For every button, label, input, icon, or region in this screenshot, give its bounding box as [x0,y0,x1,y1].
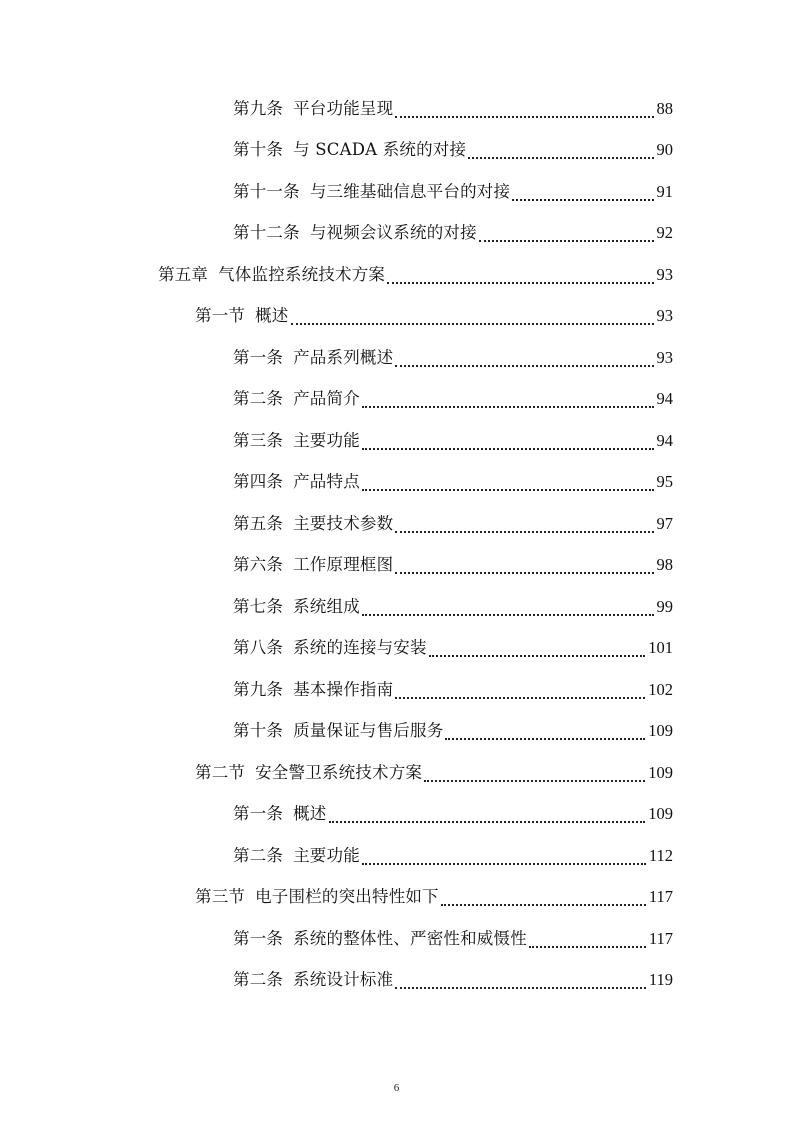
toc-entry-article[interactable] [0,960,793,1002]
toc-entry-title: 工作原理框图 [293,555,394,575]
dot-leader [329,817,646,823]
toc-entry-title: 安全警卫系统技术方案 [255,762,423,782]
toc-entry-article[interactable] [0,794,793,836]
toc-entry-number: 第十二条 [233,223,300,243]
toc-entry-section[interactable] [0,752,793,794]
toc-entry-number: 第三条 [233,430,284,450]
dot-leader [362,444,654,450]
toc-entry-number: 第九条 [233,679,284,699]
toc-entry-title: 主要技术参数 [293,513,394,533]
toc-entry-number: 第三节 [195,887,246,907]
toc-entry-number: 第一条 [233,347,284,367]
dot-leader [395,568,653,574]
toc-entry-label [195,305,289,327]
dot-leader [395,693,645,699]
toc-entry-page: 102 [648,679,673,699]
toc-entry-label [233,347,393,369]
toc-entry-title: 与视频会议系统的对接 [309,223,477,243]
toc-entry-number: 第二节 [195,762,246,782]
toc-entry-number: 第十条 [233,721,284,741]
dot-leader [445,734,645,740]
dot-leader [395,983,646,989]
toc-entry-article[interactable] [0,918,793,960]
table-of-contents [0,88,793,1001]
toc-entry-article[interactable] [0,503,793,545]
toc-entry-label [195,762,422,784]
toc-entry-number: 第五章 [158,264,209,284]
toc-entry-number: 第二条 [233,970,284,990]
toc-entry-title: 系统设计标准 [293,970,394,990]
toc-entry-label [233,430,360,452]
dot-leader [362,485,654,491]
toc-entry-section[interactable] [0,296,793,338]
toc-entry-article[interactable] [0,213,793,255]
dot-leader [362,859,646,865]
toc-entry-label [233,969,393,991]
toc-entry-title: 与三维基础信息平台的对接 [309,181,511,201]
toc-entry-page: 119 [648,970,673,990]
toc-entry-article[interactable] [0,130,793,172]
toc-entry-article[interactable] [0,628,793,670]
toc-entry-article[interactable] [0,545,793,587]
toc-entry-title: 质量保证与售后服务 [293,721,444,741]
dot-leader [291,319,654,325]
toc-entry-page: 93 [656,264,673,284]
toc-entry-label [233,845,360,867]
toc-entry-page: 94 [656,389,673,409]
dot-leader [424,776,645,782]
toc-entry-number: 第十条 [233,140,284,160]
toc-entry-page: 90 [656,140,673,160]
toc-entry-page: 98 [656,555,673,575]
toc-entry-number: 第五条 [233,513,284,533]
toc-entry-article[interactable] [0,669,793,711]
toc-entry-page: 109 [648,762,673,782]
toc-entry-number: 第七条 [233,596,284,616]
dot-leader [529,942,646,948]
toc-entry-title: 主要功能 [293,430,360,450]
dot-leader [362,402,654,408]
toc-entry-title: 主要功能 [293,845,360,865]
toc-entry-number: 第四条 [233,472,284,492]
toc-entry-page: 93 [656,347,673,367]
toc-entry-page: 99 [656,596,673,616]
toc-entry-page: 93 [656,306,673,326]
toc-entry-page: 109 [648,721,673,741]
toc-entry-label [233,388,360,410]
toc-entry-page: 92 [656,223,673,243]
toc-entry-page: 117 [648,887,673,907]
toc-entry-page: 109 [648,804,673,824]
toc-entry-number: 第一条 [233,804,284,824]
toc-entry-article[interactable] [0,835,793,877]
toc-entry-title: 产品系列概述 [293,347,394,367]
toc-entry-label [233,554,393,576]
toc-entry-label [233,181,510,203]
toc-entry-page: 91 [656,181,673,201]
toc-entry-label [158,264,385,286]
dot-leader [429,651,646,657]
toc-entry-title: 产品特点 [293,472,360,492]
toc-entry-title: 与 SCADA 系统的对接 [293,140,467,160]
page-number: 6 [393,1082,400,1094]
toc-entry-title: 概述 [255,306,289,326]
toc-entry-number: 第二条 [233,389,284,409]
toc-entry-number: 第八条 [233,638,284,658]
toc-entry-title: 系统的连接与安装 [293,638,427,658]
toc-entry-page: 97 [656,513,673,533]
toc-entry-title: 基本操作指南 [293,679,394,699]
toc-entry-label [233,139,466,161]
toc-entry-label [233,471,360,493]
toc-entry-label [233,513,393,535]
toc-entry-number: 第一节 [195,306,246,326]
toc-entry-label [233,679,393,701]
toc-entry-article[interactable] [0,379,793,421]
toc-entry-page: 112 [648,845,673,865]
toc-entry-number: 第十一条 [233,181,300,201]
toc-entry-article[interactable] [0,420,793,462]
toc-entry-label [233,98,393,120]
toc-entry-number: 第九条 [233,98,284,118]
toc-entry-number: 第六条 [233,555,284,575]
dot-leader [395,361,653,367]
toc-entry-title: 产品简介 [293,389,360,409]
toc-entry-page: 101 [648,638,673,658]
toc-entry-label [233,803,327,825]
toc-entry-title: 系统的整体性、严密性和威慑性 [293,928,527,948]
toc-entry-label [233,637,427,659]
toc-entry-title: 气体监控系统技术方案 [218,264,386,284]
toc-entry-label [233,720,443,742]
toc-entry-number: 第一条 [233,928,284,948]
dot-leader [512,195,653,201]
toc-entry-title: 平台功能呈现 [293,98,394,118]
toc-entry-title: 系统组成 [293,596,360,616]
toc-entry-label [195,886,439,908]
dot-leader [362,610,654,616]
dot-leader [395,527,653,533]
toc-entry-title: 电子围栏的突出特性如下 [255,887,439,907]
dot-leader [479,236,654,242]
toc-entry-article[interactable] [0,711,793,753]
toc-entry-article[interactable] [0,337,793,379]
dot-leader [441,900,646,906]
toc-entry-page: 95 [656,472,673,492]
toc-entry-label [233,928,527,950]
dot-leader [387,278,653,284]
toc-entry-article[interactable] [0,171,793,213]
toc-entry-section[interactable] [0,877,793,919]
toc-entry-article[interactable] [0,88,793,130]
toc-entry-article[interactable] [0,586,793,628]
toc-entry-title: 概述 [293,804,327,824]
toc-entry-label [233,596,360,618]
toc-entry-page: 94 [656,430,673,450]
toc-entry-chapter[interactable] [0,254,793,296]
dot-leader [468,153,653,159]
toc-entry-article[interactable] [0,462,793,504]
toc-entry-page: 88 [656,98,673,118]
dot-leader [395,112,653,118]
toc-entry-number: 第二条 [233,845,284,865]
toc-entry-page: 117 [648,928,673,948]
toc-entry-label [233,222,477,244]
